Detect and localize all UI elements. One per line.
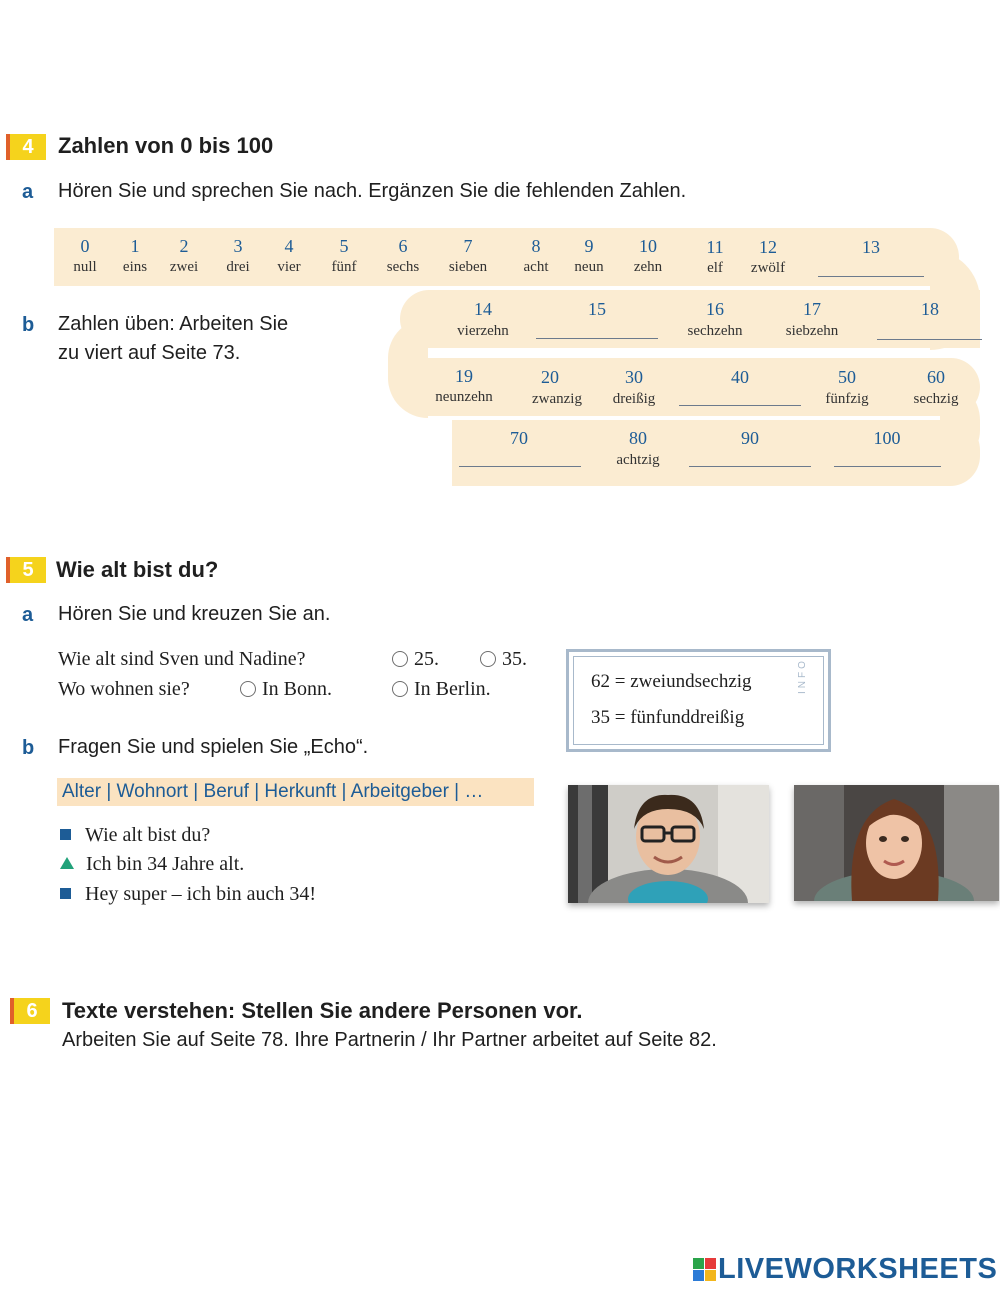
word-80: achtzig	[616, 452, 660, 468]
info-label: INFO	[797, 658, 808, 694]
triangle-bullet-icon	[60, 857, 74, 869]
number-9: 9	[584, 236, 594, 256]
answer-blank-13[interactable]	[818, 276, 924, 277]
info-line-35: 35 = fünfunddreißig	[591, 707, 745, 728]
number-1: 1	[130, 236, 140, 256]
word-19: neunzehn	[435, 389, 493, 405]
number-2: 2	[179, 236, 189, 256]
info-box-inner	[573, 656, 824, 745]
answer-blank-18[interactable]	[877, 339, 982, 340]
word-20: zwanzig	[532, 391, 582, 407]
square-bullet-icon	[60, 829, 71, 840]
number-12: 12	[759, 237, 777, 257]
exercise-4a-letter: a	[22, 181, 34, 203]
exercise-4-badge: 4	[6, 134, 46, 160]
exercise-6-badge: 6	[10, 998, 50, 1024]
option-25-label: 25.	[414, 648, 439, 670]
exercise-5-badge: 5	[6, 557, 46, 583]
word-1: eins	[122, 259, 148, 275]
exercise-5a-instruction: Hören Sie und kreuzen Sie an.	[58, 603, 331, 625]
photo-woman	[794, 785, 999, 901]
number-14: 14	[474, 299, 492, 319]
dialog-line-3	[60, 883, 316, 906]
number-50: 50	[838, 367, 856, 387]
word-3: drei	[226, 259, 250, 275]
answer-blank-90[interactable]	[689, 466, 811, 467]
radio-35[interactable]	[480, 651, 496, 667]
number-20: 20	[541, 367, 559, 387]
number-16: 16	[706, 299, 724, 319]
answer-blank-70[interactable]	[459, 466, 581, 467]
number-13: 13	[862, 237, 880, 257]
dialog-text-1: Wie alt bist du?	[85, 824, 211, 846]
word-11: elf	[707, 260, 723, 276]
option-bonn[interactable]	[240, 678, 332, 701]
word-17: siebzehn	[785, 323, 839, 339]
number-60: 60	[927, 367, 945, 387]
number-7: 7	[463, 236, 473, 256]
man-portrait-icon	[568, 785, 769, 903]
word-7: sieben	[448, 259, 488, 275]
exercise-5b-letter: b	[22, 737, 35, 759]
dialog-line-2	[60, 853, 244, 876]
exercise-4b-line1: Zahlen üben: Arbeiten Sie	[58, 313, 289, 335]
exercise-6-instruction: Arbeiten Sie auf Seite 78. Ihre Partnerin / Ihr Partner arbeitet auf Seite 82.	[62, 1029, 717, 1051]
info-line-62: 62 = zweiundsechzig	[591, 671, 752, 692]
number-5: 5	[339, 236, 349, 256]
question-residence: Wo wohnen sie?	[58, 678, 190, 700]
number-11: 11	[706, 237, 724, 257]
number-17: 17	[803, 299, 821, 319]
question-age: Wie alt sind Sven und Nadine?	[58, 648, 306, 670]
word-9: neun	[574, 259, 604, 275]
exercise-4-title: Zahlen von 0 bis 100	[58, 133, 274, 158]
word-16: sechzehn	[687, 323, 743, 339]
exercise-5-title: Wie alt bist du?	[56, 557, 219, 582]
option-25[interactable]	[392, 648, 439, 671]
number-30: 30	[625, 367, 643, 387]
word-6: sechs	[386, 259, 420, 275]
answer-blank-100[interactable]	[834, 466, 941, 467]
radio-25[interactable]	[392, 651, 408, 667]
number-6: 6	[398, 236, 408, 256]
word-60: sechzig	[913, 391, 959, 407]
liveworksheets-logo[interactable]: LIVEWORKSHEETS	[718, 1253, 998, 1285]
word-12: zwölf	[750, 260, 786, 276]
exercise-5b-instruction: Fragen Sie und spielen Sie „Echo“.	[58, 736, 369, 758]
word-5: fünf	[331, 259, 357, 275]
word-30: dreißig	[612, 391, 656, 407]
number-19: 19	[455, 366, 473, 386]
number-40: 40	[731, 367, 749, 387]
number-15: 15	[588, 299, 606, 319]
number-100: 100	[873, 428, 901, 448]
woman-portrait-icon	[794, 785, 999, 901]
dialog-line-1	[60, 824, 210, 847]
photo-man	[568, 785, 769, 903]
exercise-4b-line2: zu viert auf Seite 73.	[58, 342, 241, 364]
word-2: zwei	[169, 259, 199, 275]
radio-berlin[interactable]	[392, 681, 408, 697]
word-10: zehn	[633, 259, 663, 275]
number-10: 10	[639, 236, 657, 256]
info-box	[566, 649, 831, 752]
word-8: acht	[523, 259, 549, 275]
option-berlin-label: In Berlin.	[414, 678, 491, 700]
radio-bonn[interactable]	[240, 681, 256, 697]
liveworksheets-logo-icon	[693, 1258, 717, 1282]
word-14: vierzehn	[457, 323, 509, 339]
number-80: 80	[629, 428, 647, 448]
number-8: 8	[531, 236, 541, 256]
number-4: 4	[284, 236, 294, 256]
exercise-6-title: Texte verstehen: Stellen Sie andere Personen vor.	[62, 998, 583, 1023]
number-0: 0	[80, 236, 90, 256]
number-70: 70	[510, 428, 528, 448]
word-4: vier	[277, 259, 301, 275]
dialog-text-3: Hey super – ich bin auch 34!	[85, 883, 317, 905]
number-3: 3	[233, 236, 243, 256]
exercise-5a-letter: a	[22, 604, 34, 626]
option-bonn-label: In Bonn.	[262, 678, 332, 700]
option-berlin[interactable]	[392, 678, 491, 701]
answer-blank-15[interactable]	[536, 338, 658, 339]
word-0: null	[73, 259, 97, 275]
dialog-text-2: Ich bin 34 Jahre alt.	[86, 853, 245, 875]
number-90: 90	[741, 428, 759, 448]
answer-blank-40[interactable]	[679, 405, 801, 406]
exercise-4b-letter: b	[22, 314, 35, 336]
option-35[interactable]	[480, 648, 527, 671]
word-50: fünfzig	[825, 391, 869, 407]
square-bullet-icon	[60, 888, 71, 899]
option-35-label: 35.	[502, 648, 527, 670]
exercise-4a-instruction: Hören Sie und sprechen Sie nach. Ergänzen Sie die fehlenden Zahlen.	[58, 180, 687, 202]
number-18: 18	[921, 299, 939, 319]
topic-chips: Alter | Wohnort | Beruf | Herkunft | Arbeitgeber | …	[57, 778, 534, 806]
